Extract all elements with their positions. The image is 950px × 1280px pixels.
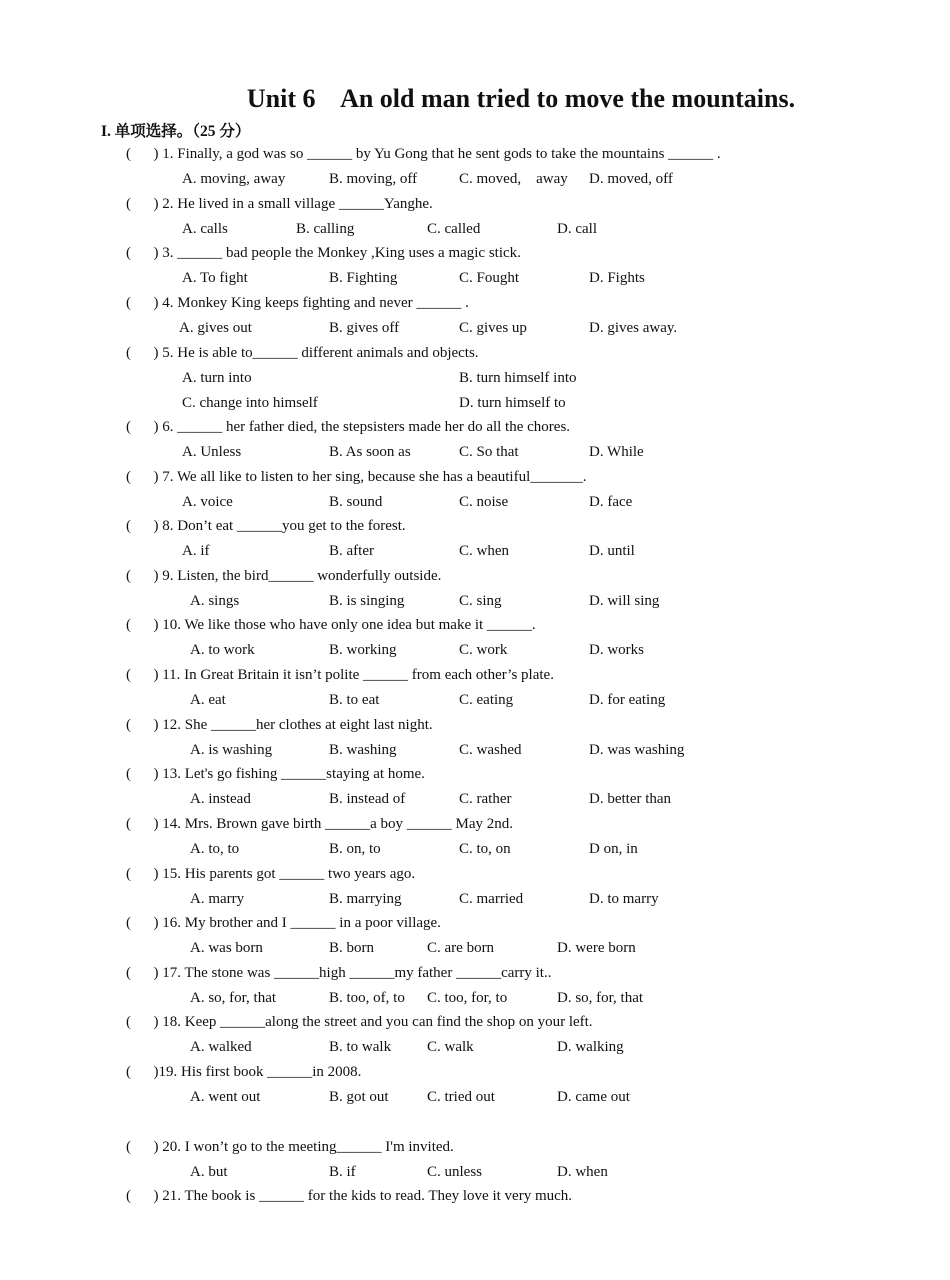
question-15: [0, 866, 950, 916]
option-d: D. gives away.: [589, 320, 678, 336]
option-a: A. if: [182, 543, 210, 559]
question-stem: ( ) 17. The stone was ______high ______my father ______carry it..: [126, 965, 552, 981]
option-b: B. to eat: [329, 692, 380, 708]
option-a: A. turn into: [182, 370, 252, 386]
option-c: C. washed: [459, 742, 522, 758]
option-b: B. if: [329, 1164, 356, 1180]
question-stem: ( ) 14. Mrs. Brown gave birth ______a boy ______ May 2nd.: [126, 816, 514, 832]
option-a: A. To fight: [182, 270, 248, 286]
option-c: C. unless: [427, 1164, 483, 1180]
option-b: B. gives off: [329, 320, 400, 336]
option-d: D. so, for, that: [557, 990, 644, 1006]
option-d: D. came out: [557, 1089, 630, 1105]
option-c: C. sing: [459, 593, 502, 609]
option-d: D. While: [589, 444, 644, 460]
option-c: C. eating: [459, 692, 514, 708]
option-b: B. after: [329, 543, 374, 559]
option-a: A. Unless: [182, 444, 242, 460]
question-18: [0, 1014, 950, 1064]
option-a: A. marry: [190, 891, 245, 907]
option-c: C. walk: [427, 1039, 474, 1055]
option-b: B. is singing: [329, 593, 405, 609]
question-stem: ( ) 20. I won’t go to the meeting______ I'm invited.: [126, 1139, 454, 1155]
worksheet-title: Unit 6 An old man tried to move the mountains.: [246, 84, 796, 113]
option-c: C. when: [459, 543, 509, 559]
question-13: [0, 766, 950, 816]
question-stem: ( ) 15. His parents got ______ two years ago.: [126, 866, 416, 882]
option-a: A. instead: [190, 791, 251, 807]
question-stem: ( ) 21. The book is ______ for the kids to read. They love it very much.: [126, 1188, 573, 1204]
question-stem: ( ) 1. Finally, a god was so ______ by Yu Gong that he sent gods to take the mountains ______ .: [126, 146, 721, 162]
option-a: A. to, to: [190, 841, 240, 857]
question-16: [0, 915, 950, 965]
option-b: B. to walk: [329, 1039, 392, 1055]
option-b: B. too, of, to: [329, 990, 405, 1006]
option-c: C. are born: [427, 940, 495, 956]
option-b: B. marrying: [329, 891, 402, 907]
option-d: D. moved, off: [589, 171, 673, 187]
question-stem: ( ) 12. She ______her clothes at eight last night.: [126, 717, 433, 733]
question-stem: ( ) 4. Monkey King keeps fighting and never ______ .: [126, 295, 469, 311]
question-stem: ( ) 10. We like those who have only one idea but make it ______.: [126, 617, 536, 633]
option-b: B. calling: [296, 221, 355, 237]
option-d: D. when: [557, 1164, 608, 1180]
option-d: D on, in: [589, 841, 638, 857]
question-stem: ( ) 5. He is able to______ different animals and objects.: [126, 345, 479, 361]
option-a: A. moving, away: [182, 171, 286, 187]
question-3: [0, 245, 950, 295]
option-a: A. but: [190, 1164, 228, 1180]
option-b: B. Fighting: [329, 270, 398, 286]
option-a: A. voice: [182, 494, 233, 510]
question-5: [0, 345, 950, 411]
option-a: A. was born: [190, 940, 263, 956]
question-stem: ( ) 13. Let's go fishing ______staying at home.: [126, 766, 425, 782]
option-a: A. to work: [190, 642, 255, 658]
option-c: C. called: [427, 221, 481, 237]
question-stem: ( ) 2. He lived in a small village ______Yanghe.: [126, 196, 433, 212]
option-c: C. moved, away: [459, 171, 568, 187]
option-c: C. Fought: [459, 270, 520, 286]
option-c: C. to, on: [459, 841, 511, 857]
option-a: A. walked: [190, 1039, 252, 1055]
option-b: B. got out: [329, 1089, 389, 1105]
option-b: B. born: [329, 940, 374, 956]
question-10: [0, 617, 950, 667]
question-21: [0, 1188, 950, 1238]
question-6: [0, 419, 950, 469]
option-b: B. sound: [329, 494, 383, 510]
option-d: D. works: [589, 642, 644, 658]
option-c: C. rather: [459, 791, 512, 807]
question-stem: ( ) 8. Don’t eat ______you get to the forest.: [126, 518, 406, 534]
option-d: D. Fights: [589, 270, 645, 286]
option-d: D. turn himself to: [459, 395, 566, 411]
option-c: C. work: [459, 642, 508, 658]
option-c: C. change into himself: [182, 395, 318, 411]
question-8: [0, 518, 950, 568]
option-a: A. is washing: [190, 742, 273, 758]
option-d: D. until: [589, 543, 635, 559]
option-d: D. was washing: [589, 742, 685, 758]
question-stem: ( ) 18. Keep ______along the street and you can find the shop on your left.: [126, 1014, 593, 1030]
option-b: B. instead of: [329, 791, 406, 807]
option-b: B. working: [329, 642, 397, 658]
option-a: A. sings: [190, 593, 240, 609]
question-stem: ( ) 6. ______ her father died, the stepsisters made her do all the chores.: [126, 419, 571, 435]
option-c: C. So that: [459, 444, 519, 460]
option-a: A. gives out: [179, 320, 252, 336]
option-d: D. were born: [557, 940, 636, 956]
option-b: B. moving, off: [329, 171, 418, 187]
question-19: [0, 1064, 950, 1114]
option-a: A. eat: [190, 692, 226, 708]
question-12: [0, 717, 950, 767]
question-stem: ( ) 16. My brother and I ______ in a poor village.: [126, 915, 441, 931]
question-stem: ( ) 9. Listen, the bird______ wonderfully outside.: [126, 568, 442, 584]
question-4: [0, 295, 950, 345]
question-11: [0, 667, 950, 717]
option-b: B. turn himself into: [459, 370, 577, 386]
question-stem: ( ) 11. In Great Britain it isn’t polite ______ from each other’s plate.: [126, 667, 554, 683]
question-14: [0, 816, 950, 866]
option-c: C. gives up: [459, 320, 527, 336]
option-d: D. walking: [557, 1039, 624, 1055]
question-9: [0, 568, 950, 618]
option-c: C. tried out: [427, 1089, 495, 1105]
option-d: D. will sing: [589, 593, 660, 609]
option-b: B. washing: [329, 742, 397, 758]
option-d: D. better than: [589, 791, 672, 807]
question-20: [0, 1139, 950, 1189]
option-a: A. went out: [190, 1089, 261, 1105]
question-1: [0, 146, 950, 196]
option-b: B. on, to: [329, 841, 381, 857]
option-c: C. noise: [459, 494, 509, 510]
option-d: D. face: [589, 494, 633, 510]
option-d: D. for eating: [589, 692, 666, 708]
option-d: D. call: [557, 221, 597, 237]
option-c: C. married: [459, 891, 524, 907]
option-b: B. As soon as: [329, 444, 411, 460]
question-stem: ( ) 3. ______ bad people the Monkey ,King uses a magic stick.: [126, 245, 521, 261]
option-d: D. to marry: [589, 891, 659, 907]
option-a: A. so, for, that: [190, 990, 277, 1006]
question-stem: ( )19. His first book ______in 2008.: [126, 1064, 362, 1080]
question-stem: ( ) 7. We all like to listen to her sing, because she has a beautiful_______.: [126, 469, 587, 485]
question-2: [0, 196, 950, 246]
question-7: [0, 469, 950, 519]
option-a: A. calls: [182, 221, 228, 237]
section-heading: I. 单项选择。（25 分）: [101, 123, 251, 140]
question-17: [0, 965, 950, 1015]
option-c: C. too, for, to: [427, 990, 508, 1006]
